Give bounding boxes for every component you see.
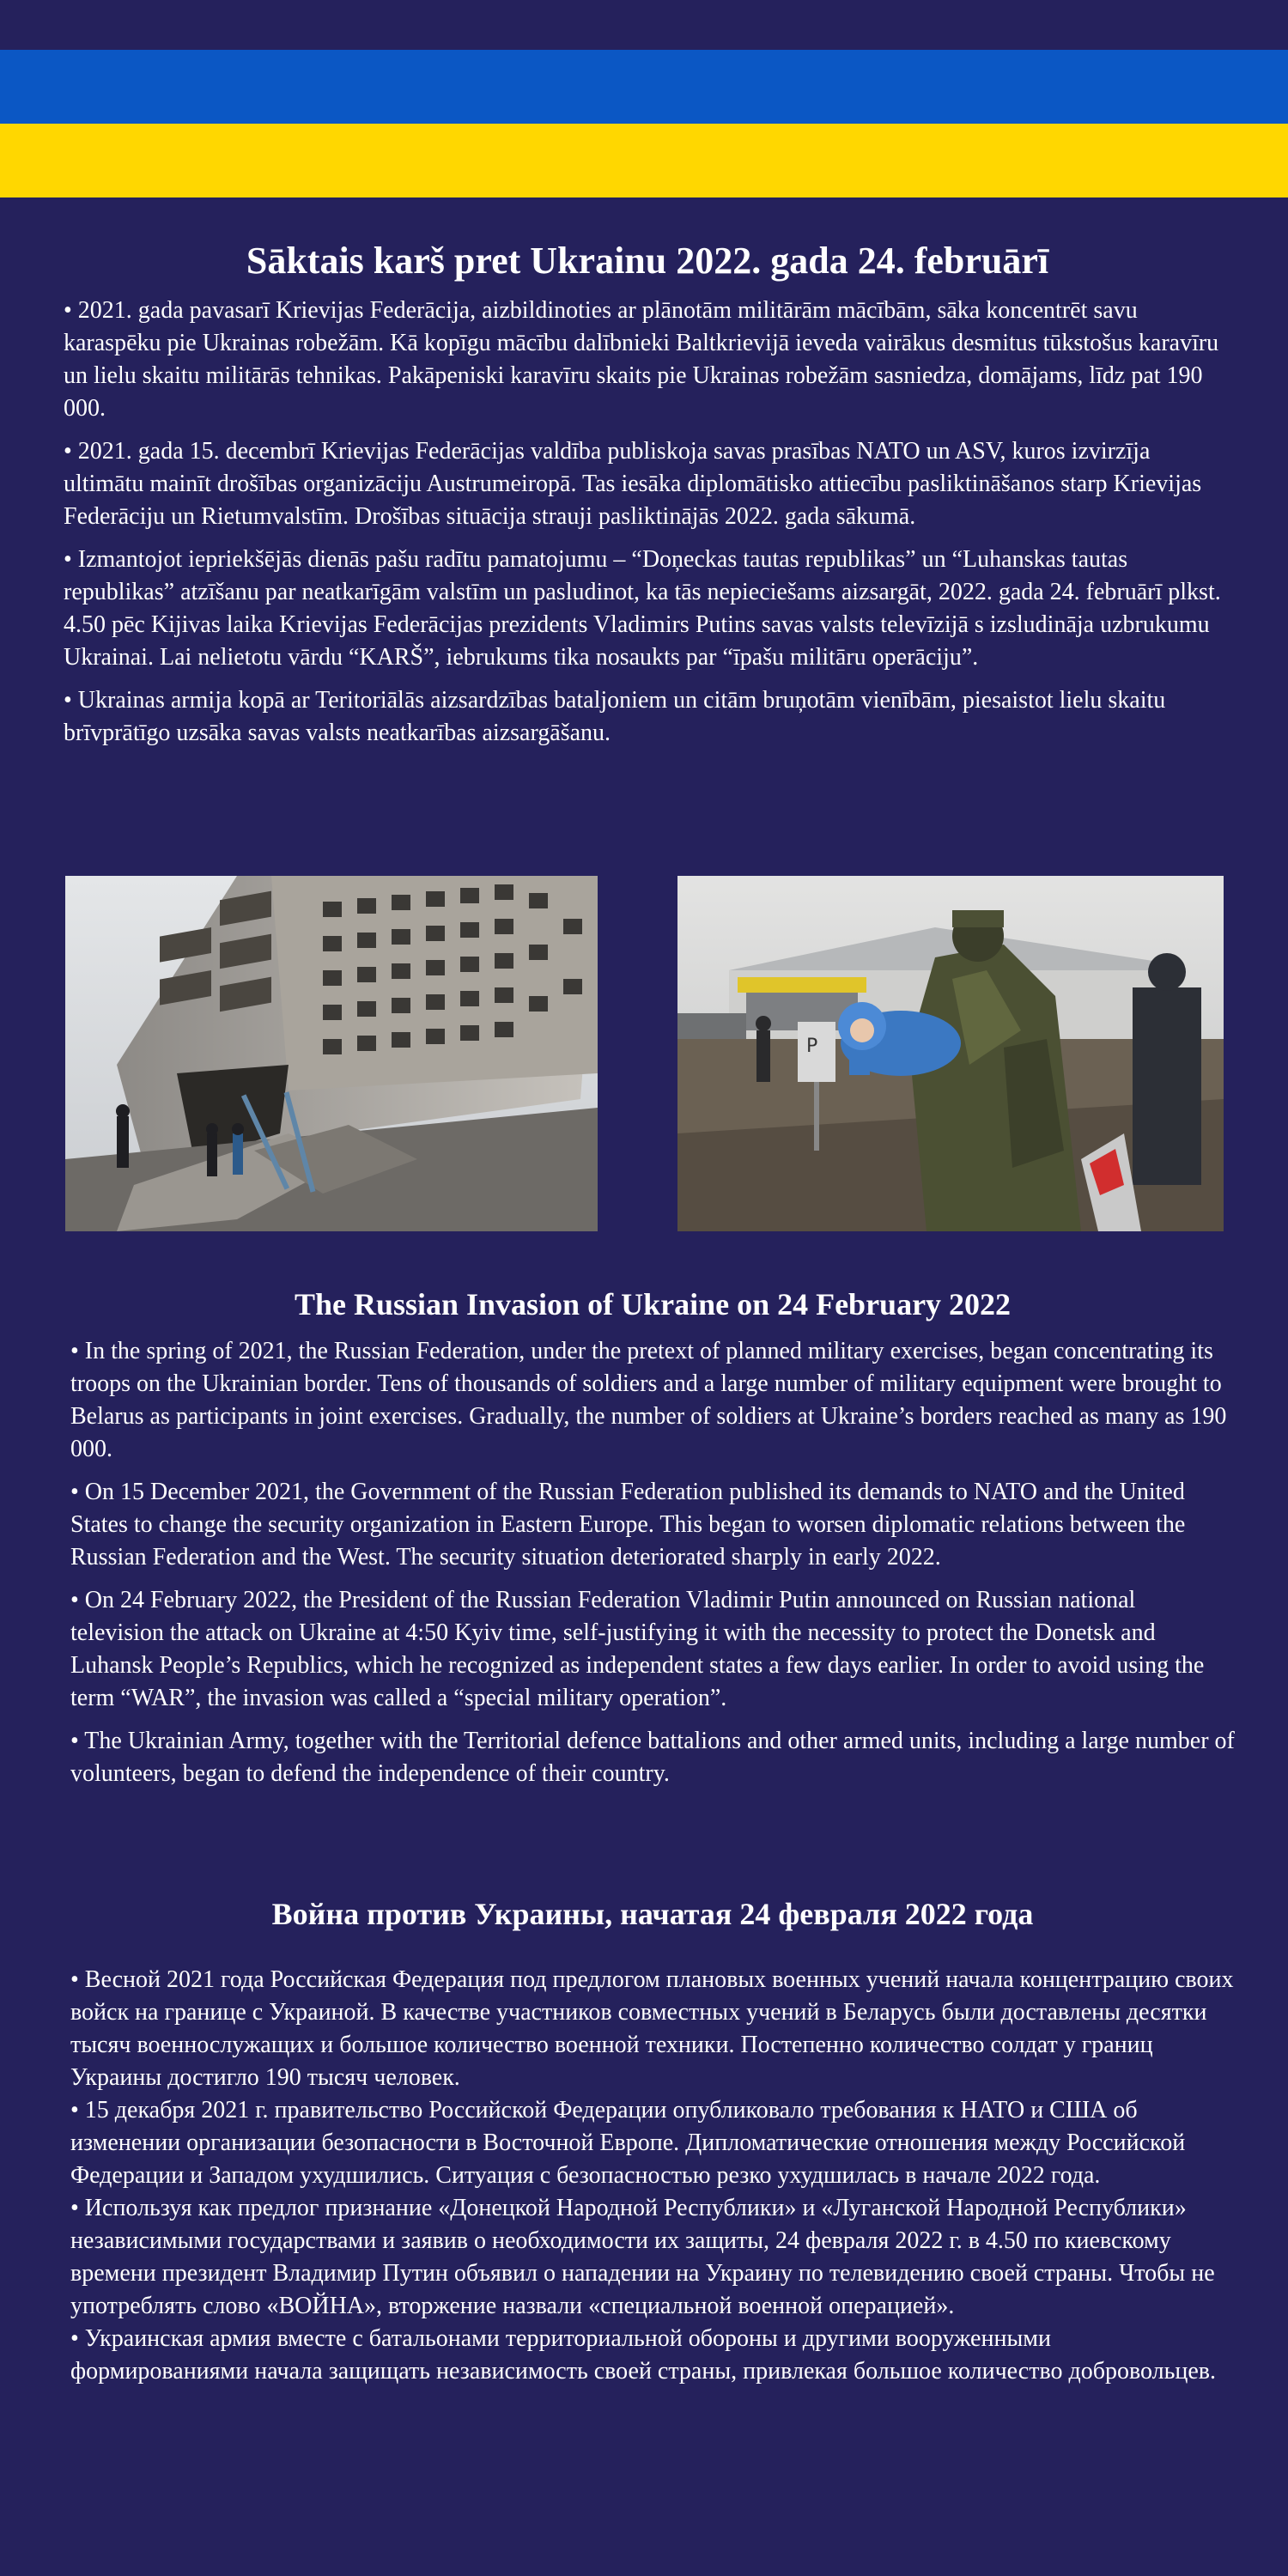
russian-title: Война против Украины, начатая 24 февраля 2022 года bbox=[271, 1897, 1034, 1931]
russian-paragraph-3: • Используя как предлог признание «Донецкой Народной Республики» и «Луганской Народной Республики» независимыми государствами и заявив о необходимости их защиты, 24 февраля 2022 г. в 4.50 по киевскому времени президент Владимир Путин объявил о нападении на Украину по телевидению своей страны. Чтобы не употреблять слово «ВОЙНА», вторжение назвали «специальной военной операцией». bbox=[70, 2195, 1215, 2320]
russian-paragraph-2: • 15 декабря 2021 г. правительство Российской Федерации опубликовало требования к НАТО и США об изменении организации безопасности в Восточной Европе. Дипломатические отношения между Российской Федерации и Западом ухудшились. Ситуация с безопасностью резко ухудшилась в начале 2022 года. bbox=[70, 2097, 1186, 2190]
damaged-building-image bbox=[65, 876, 598, 1231]
english-title: The Russian Invasion of Ukraine on 24 February 2022 bbox=[294, 1287, 1012, 1321]
english-paragraph-4: • The Ukrainian Army, together with the Territorial defence battalions and other armed units, including a large number of volunteers, began to defend the independence of their country. bbox=[70, 1728, 1235, 1788]
ukrainian-flag-yellow-stripe bbox=[0, 124, 1288, 197]
top-band bbox=[0, 0, 1288, 50]
english-paragraph-1: • In the spring of 2021, the Russian Federation, under the pretext of planned military exercises, began concentrating its troops on the Ukrainian border. Tens of thousands of soldiers and a large number of military equipment were brought to Belarus as participants in joint exercises. Gradually, the number of soldiers at Ukraine’s borders reached as many as 190 000. bbox=[70, 1338, 1227, 1463]
english-paragraph-2: • On 15 December 2021, the Government of the Russian Federation published its demands to NATO and the United States to change the security organization in Eastern Europe. This began to worsen diplomatic relations between the Russian Federation and the West. The security situation deteriorated sharply in early 2022. bbox=[70, 1479, 1186, 1571]
russian-paragraph-1: • Весной 2021 года Российская Федерация под предлогом плановых военных учений начала концентрацию своих войск на границе с Украиной. В качестве участников совместных учений в Беларусь были доставлены десятки тысяч военнослужащих и большое количество военной техники. Постепенно количество солдат у границ Украины достигло 190 тысяч человек. bbox=[70, 1966, 1234, 2092]
russian-section bbox=[70, 1896, 1235, 2388]
svg-text:P: P bbox=[806, 1036, 818, 1057]
latvian-title: Sāktais karš pret Ukrainu 2022. gada 24. februārī bbox=[246, 240, 1049, 282]
russian-paragraph-4: • Украинская армия вместе с батальонами территориальной обороны и другими вооруженными формированиями начала защищать независимость своей страны, привлекая большое количество добровольцев. bbox=[70, 2325, 1217, 2385]
ukrainian-flag-blue-stripe bbox=[0, 50, 1288, 124]
damaged-apartment-building-photo bbox=[65, 876, 598, 1231]
soldier-carrying-child-photo bbox=[677, 876, 1224, 1231]
soldier-child-image bbox=[677, 876, 1224, 1231]
latvian-paragraph-2: • 2021. gada 15. decembrī Krievijas Federācijas valdība publiskoja savas prasības NATO un ASV, kuros izvirzīja ultimātu mainīt drošības organizāciju Austrumeiropā. Tas iesāka diplomātisko attiecību pasliktināšanos starp Krievijas Federāciju un Rietumvalstīm. Drošības situācija strauji pasliktinājās 2022. gada sākumā. bbox=[64, 437, 1202, 530]
latvian-paragraph-4: • Ukrainas armija kopā ar Teritoriālās aizsardzības bataljoniem un citām bruņotām vienībām, piesaistot lielu skaitu brīvprātīgo uzsāka savas valsts neatkarības aizsargāšanu. bbox=[64, 686, 1166, 746]
latvian-paragraph-3: • Izmantojot iepriekšējās dienās pašu radītu pamatojumu – “Doņeckas tautas republikas” un “Luhanskas tautas republikas” atzīšanu par neatkarīgām valstīm un pasludinot, ka tās nepieciešams aizsargāt, 2022. gada 24. februārī plkst. 4.50 pēc Kijivas laika Krievijas Federācijas prezidents Vladimirs Putins savas valsts televīzijā s izsludināja uzbrukumu Ukrainai. Lai nelietotu vārdu “KARŠ”, iebrukums tika nosaukts par “īpašu militāru operāciju”. bbox=[64, 545, 1221, 671]
latvian-section bbox=[64, 239, 1231, 760]
english-paragraph-3: • On 24 February 2022, the President of the Russian Federation Vladimir Putin announced on Russian national television the attack on Ukraine at 4:50 Kyiv time, self-justifying it with the necessity to protect the Donetsk and Luhansk People’s Republics, which he recognized as independent states a few days earlier. In order to avoid using the term “WAR”, the invasion was called a “special military operation”. bbox=[70, 1587, 1205, 1712]
english-section bbox=[70, 1286, 1235, 1801]
latvian-paragraph-1: • 2021. gada pavasarī Krievijas Federācija, aizbildinoties ar plānotām militārām mācībām, sāka koncentrēt savu karaspēku pie Ukrainas robežām. Kā kopīgu mācību dalībnieki Baltkrievijā ieveda vairākus desmitus tūkstošus karavīru un lielu skaitu militārās tehnikas. Pakāpeniski karavīru skaits pie Ukrainas robežām sasniedza, domājams, līdz pat 190 000. bbox=[64, 296, 1219, 422]
